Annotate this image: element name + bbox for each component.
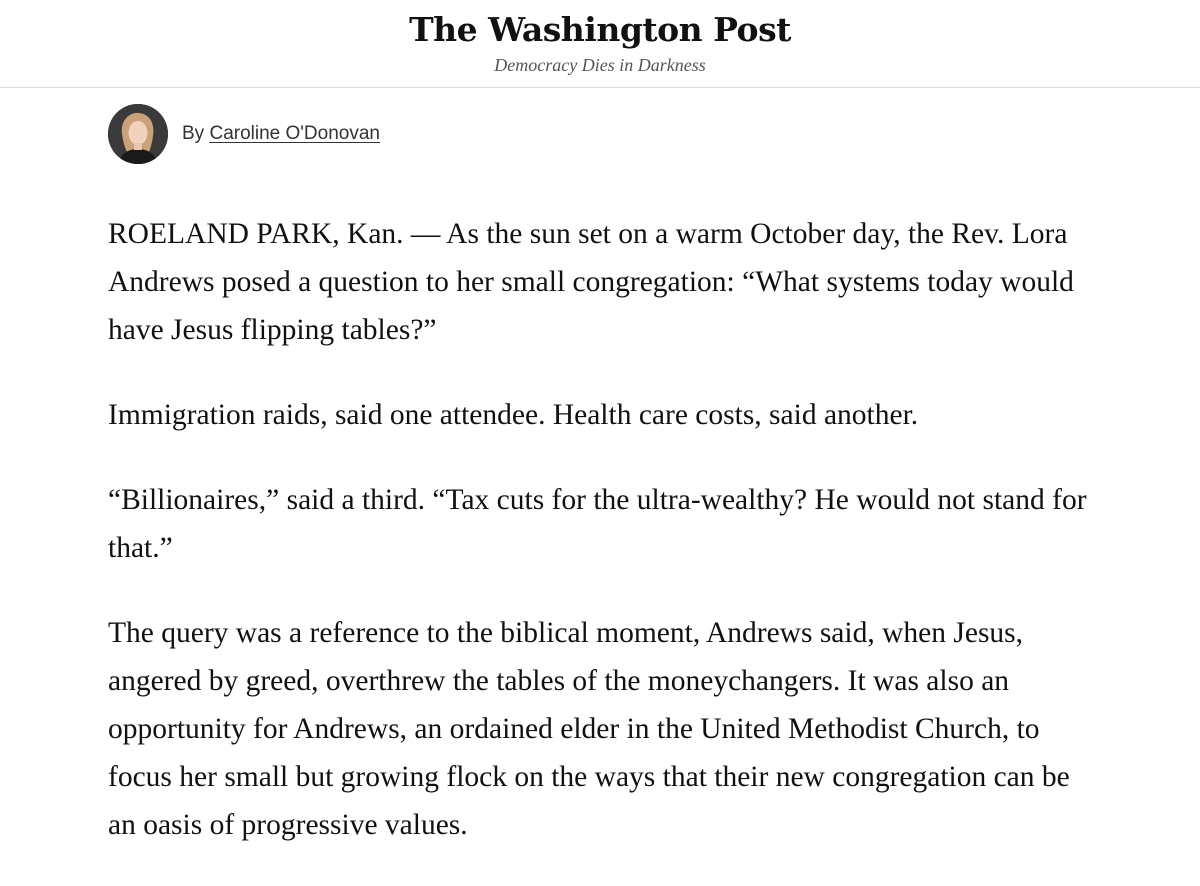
washington-post-logo[interactable]: The Washington Post: [409, 10, 791, 49]
article-paragraph: Immigration raids, said one attendee. Health care costs, said another.: [108, 399, 919, 431]
tagline: Democracy Dies in Darkness: [494, 55, 706, 75]
author-name-link[interactable]: Caroline O'Donovan: [209, 123, 380, 144]
byline: [108, 103, 380, 165]
article-paragraph: ROELAND PARK, Kan. — As the sun set on a warm October day, the Rev. Lora Andrews posed a question to her small congregation: “What systems today would have Jesus flipping tables?”: [108, 218, 1074, 346]
byline-text: [182, 123, 380, 145]
article-body: [108, 210, 1098, 886]
article-paragraph: “Billionaires,” said a third. “Tax cuts for the ultra-wealthy? He would not stand for that.”: [108, 484, 1087, 564]
author-portrait-icon: [108, 104, 168, 164]
byline-prefix: By: [182, 123, 205, 144]
masthead: [0, 0, 1200, 88]
article-paragraph: The query was a reference to the biblical moment, Andrews said, when Jesus, angered by greed, overthrew the tables of the moneychangers. It was also an opportunity for Andrews, an ordained elder in the United Methodist Church, to focus her small but growing flock on the ways that their new congregation can be an oasis of progressive values.: [108, 617, 1070, 841]
author-avatar[interactable]: [108, 104, 168, 164]
